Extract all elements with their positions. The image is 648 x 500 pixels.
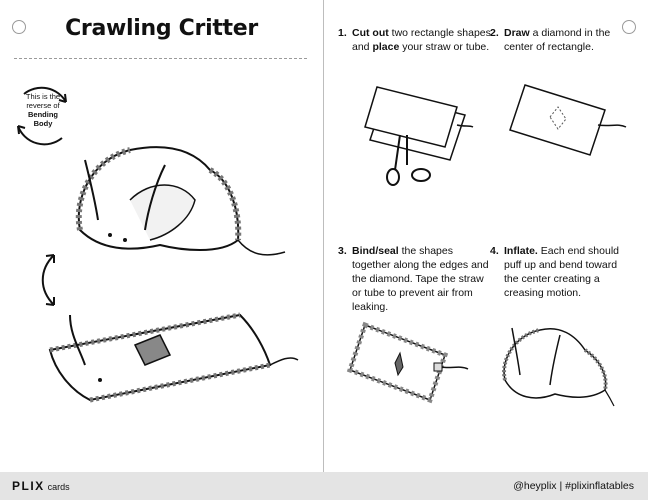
reverse-badge bbox=[18, 92, 68, 128]
brand-sub: cards bbox=[47, 482, 70, 492]
step-2-illustration bbox=[510, 85, 630, 165]
inflated-critter-illustration bbox=[70, 140, 290, 270]
title-divider bbox=[14, 58, 307, 59]
step-3-number: 3. bbox=[338, 245, 347, 257]
step-1-text2: your straw or tube. bbox=[399, 41, 490, 53]
step-2-bold1: Draw bbox=[504, 27, 530, 39]
badge-line-1: This is the bbox=[25, 92, 61, 101]
step-3-text1: the shapes together along the edges and the diamond. Tape the straw or tube to prevent air from leaking. bbox=[352, 245, 489, 313]
step-2-text1: a diamond in the center of rectangle. bbox=[504, 27, 611, 53]
step-1 bbox=[338, 26, 492, 54]
step-1-bold2: place bbox=[372, 41, 400, 53]
swap-arrow-icon bbox=[34, 250, 64, 310]
step-4 bbox=[490, 244, 632, 300]
step-2 bbox=[490, 26, 629, 54]
step-4-bold1: Inflate. bbox=[504, 245, 538, 257]
page-title: Crawling Critter bbox=[65, 16, 258, 41]
step-1-illustration bbox=[365, 85, 475, 195]
step-4-number: 4. bbox=[490, 245, 499, 257]
step-4-text1: Each end should puff up and bend toward the center creating a creasing motion. bbox=[504, 245, 619, 299]
brand-logo bbox=[12, 479, 70, 493]
step-3-illustration bbox=[350, 325, 470, 405]
step-3 bbox=[338, 244, 492, 314]
step-1-bold1: Cut out bbox=[352, 27, 389, 39]
flat-critter-illustration bbox=[40, 310, 300, 420]
social-handles: @heyplix | #plixinflatables bbox=[513, 480, 634, 492]
step-4-illustration bbox=[500, 320, 615, 410]
step-1-number: 1. bbox=[338, 27, 347, 39]
step-2-number: 2. bbox=[490, 27, 499, 39]
step-1-text1: two rectangle shapes and bbox=[352, 27, 491, 53]
brand-name: PLIX bbox=[12, 479, 45, 493]
badge-bold-1: Bending bbox=[28, 110, 58, 119]
footer-bar bbox=[0, 472, 648, 500]
page-divider bbox=[323, 0, 324, 472]
badge-bold-2: Body bbox=[33, 119, 53, 128]
step-3-bold1: Bind/seal bbox=[352, 245, 399, 257]
badge-line-2: reverse of bbox=[26, 101, 60, 110]
